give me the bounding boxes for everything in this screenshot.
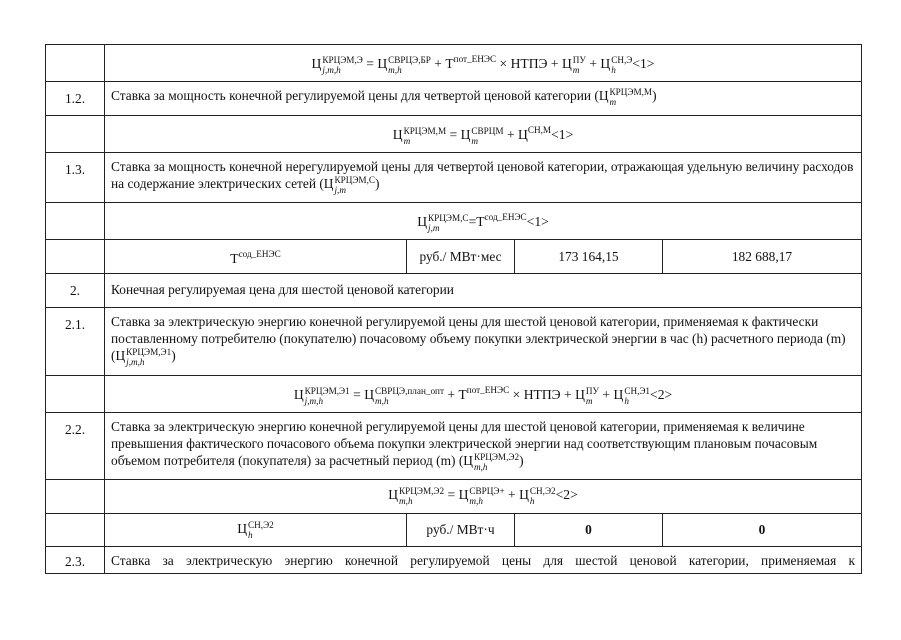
table-row (46, 273, 862, 307)
tariff-document (45, 44, 861, 574)
row-number-empty (46, 115, 105, 152)
table-row (46, 412, 862, 479)
table-row (46, 307, 862, 375)
table-row (46, 81, 862, 115)
row-number: 1.3. (46, 152, 105, 202)
row-number-empty (46, 202, 105, 239)
table-row (46, 202, 862, 239)
unit-cell: руб./ МВт·ч (407, 513, 515, 546)
row-number-empty (46, 239, 105, 273)
formula-capacity-4th: Ц КРЦЭМ,М m = Ц СВРЦМ m + $Ц^{СН,М}<1>$ (105, 115, 862, 152)
table-row (46, 513, 862, 546)
row-description: Конечная регулируемая цена для шестой ценовой категории (105, 273, 862, 307)
row-number: 2.1. (46, 307, 105, 375)
table-row (46, 152, 862, 202)
row-number: 2.3. (46, 546, 105, 573)
formula-energy-6th-e1: Ц КРЦЭМ,Э1 j,m,h = Ц СВРЦЭ,план_опт m,h + $Т^{пот\_ЕНЭС}$ × НТПЭ + Ц ПУ m + Ц СН,Э1 h <2> (105, 375, 862, 412)
row-number-empty (46, 375, 105, 412)
row-number: 1.2. (46, 81, 105, 115)
value-cell-1: 0 (515, 513, 663, 546)
value-cell-1: 173 164,15 (515, 239, 663, 273)
table-row (46, 479, 862, 513)
unit-cell: руб./ МВт·мес (407, 239, 515, 273)
row-description: Ставка за электрическую энергию конечной регулируемой цены для шестой ценовой категории, применяемая к (105, 546, 862, 573)
value-name: Ц СН,Э2 h (105, 513, 407, 546)
table-row (46, 375, 862, 412)
row-number-empty (46, 45, 105, 82)
table-row (46, 115, 862, 152)
row-description: Ставка за электрическую энергию конечной регулируемой цены для шестой ценовой категории, применяемая к величине превышения фактического почасового объема покупки электрической энергии над соответствующим плановым почасовым объемом потребителя (покупателя) за расчетный период (m) (Ц КРЦЭМ,Э2 m,h ) (105, 412, 862, 479)
tariff-table (45, 44, 862, 574)
formula-network-4th: Ц КРЦЭМ,С j,m $=Т^{сод\_ЕНЭС}<1>$ (105, 202, 862, 239)
value-cell-2: 182 688,17 (663, 239, 862, 273)
row-description: Ставка за электрическую энергию конечной регулируемой цены для шестой ценовой категории, применяемая к фактически поставленному потребителю (покупателю) почасовому объему покупки электрической энергии в час (h) расчетного периода (m) (Ц КРЦЭМ,Э1 j,m,h ) (105, 307, 862, 375)
table-row (46, 45, 862, 82)
row-number-empty (46, 513, 105, 546)
formula-energy-6th-e2: Ц КРЦЭМ,Э2 m,h = Ц СВРЦЭ+ m,h + Ц СН,Э2 h <2> (105, 479, 862, 513)
table-row (46, 546, 862, 573)
row-description: Ставка за мощность конечной регулируемой цены для четвертой ценовой категории (Ц КРЦЭМ,М m ) (105, 81, 862, 115)
row-number: 2. (46, 273, 105, 307)
row-number: 2.2. (46, 412, 105, 479)
table-row (46, 239, 862, 273)
value-name: $Т^{сод\_ЕНЭС}$ (105, 239, 407, 273)
row-number-empty (46, 479, 105, 513)
value-cell-2: 0 (663, 513, 862, 546)
formula-energy-4th: Ц КРЦЭМ,Э j,m,h = Ц СВРЦЭ,БР m,h + $Т^{пот\_ЕНЭС}$ × НТПЭ + Ц ПУ m + Ц СН,Э h <1> (105, 45, 862, 82)
row-description: Ставка за мощность конечной нерегулируемой цены для четвертой ценовой категории, отражающая удельную величину расходов на содержание электрических сетей (Ц КРЦЭМ,С j,m ) (105, 152, 862, 202)
